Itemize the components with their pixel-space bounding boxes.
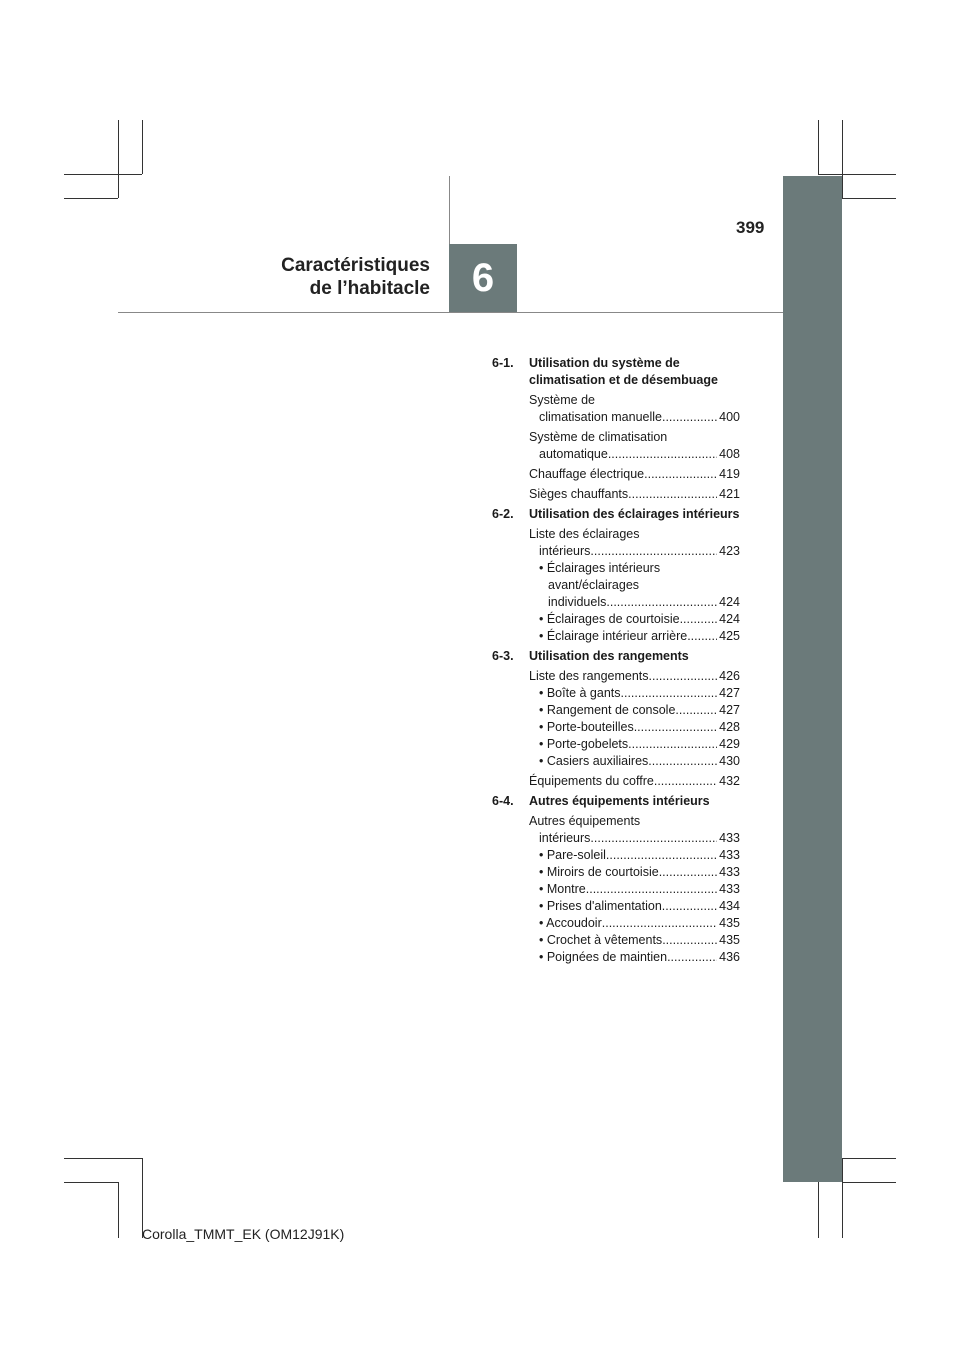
entry-text: avant/éclairages [548, 578, 640, 592]
section-number: 6-2. [492, 507, 514, 521]
entry-page: 426 [719, 669, 740, 683]
entry-page: 429 [719, 737, 740, 751]
toc-subentry[interactable] [529, 932, 740, 949]
chapter-title-line2: de l’habitacle [309, 278, 430, 299]
entry-page: 433 [719, 848, 740, 862]
leader-dots [667, 949, 717, 966]
crop-mark [142, 120, 143, 174]
section-title: Utilisation des éclairages intérieurs [529, 507, 740, 521]
crop-mark [818, 120, 819, 174]
page-number: 399 [736, 218, 765, 237]
crop-mark [64, 174, 142, 175]
entry-label: Liste des rangements [529, 669, 649, 683]
toc-subentry[interactable] [529, 736, 740, 753]
divider [449, 176, 450, 244]
table-of-contents [492, 355, 740, 969]
leader-dots [659, 864, 717, 881]
entry-label: • Porte-bouteilles [539, 720, 634, 734]
entry-page: 408 [719, 447, 740, 461]
entry-page: 435 [719, 933, 740, 947]
crop-mark [842, 1182, 896, 1183]
entry-page: 419 [719, 467, 740, 481]
toc-subentry[interactable] [529, 753, 740, 770]
toc-subentry[interactable] [529, 864, 740, 881]
leader-dots [662, 898, 717, 915]
entry-page: 427 [719, 686, 740, 700]
entry-label: • Porte-gobelets [539, 737, 629, 751]
leader-dots [590, 830, 717, 847]
entry-label: automatique [539, 447, 608, 461]
leader-dots [610, 594, 717, 611]
entry-label: • Boîte à gants [539, 686, 621, 700]
section-heading[interactable] [492, 793, 740, 810]
entry-label: • Éclairages de courtoisie [539, 612, 680, 626]
crop-mark [64, 1182, 118, 1183]
toc-entry[interactable] [492, 486, 740, 503]
toc-section [492, 506, 740, 645]
leader-dots [662, 409, 717, 426]
entry-page: 434 [719, 899, 740, 913]
leader-dots [649, 668, 718, 685]
crop-mark [118, 120, 119, 198]
toc-entry[interactable] [492, 773, 740, 790]
crop-mark [64, 1158, 142, 1159]
leader-dots [654, 773, 717, 790]
leader-dots [590, 543, 717, 560]
leader-dots [634, 719, 717, 736]
toc-subentry[interactable] [529, 685, 740, 702]
toc-entry[interactable] [492, 392, 740, 426]
crop-mark [842, 120, 843, 198]
footer-doc-code: Corolla_TMMT_EK (OM12J91K) [142, 1226, 345, 1242]
crop-mark [818, 174, 896, 175]
chapter-title-line1: Caractéristiques [281, 255, 430, 276]
entry-text: Système de [529, 393, 596, 407]
chapter-sidebar-tab [783, 176, 842, 1182]
toc-subentry[interactable] [529, 719, 740, 736]
toc-subentry[interactable] [529, 881, 740, 898]
entry-label: • Montre [539, 882, 586, 896]
section-number: 6-1. [492, 356, 514, 370]
crop-mark [818, 1182, 819, 1238]
chapter-title [281, 254, 430, 300]
entry-text: • Éclairages intérieurs [539, 561, 661, 575]
leader-dots [628, 736, 717, 753]
toc-subentry[interactable] [529, 898, 740, 915]
toc-section [492, 648, 740, 790]
entry-page: 435 [719, 916, 740, 930]
crop-mark [842, 198, 896, 199]
entry-label: • Crochet à vêtements [539, 933, 663, 947]
entry-label: Chauffage électrique [529, 467, 645, 481]
toc-section [492, 355, 740, 503]
entry-page: 400 [719, 410, 740, 424]
entry-page: 428 [719, 720, 740, 734]
toc-section [492, 793, 740, 966]
entry-page: 433 [719, 831, 740, 845]
entry-label: • Miroirs de courtoisie [539, 865, 659, 879]
entry-page: 433 [719, 865, 740, 879]
entry-page: 436 [719, 950, 740, 964]
leader-dots [675, 702, 717, 719]
leader-dots [648, 753, 717, 770]
section-heading[interactable] [492, 355, 740, 389]
section-title: Utilisation des rangements [529, 649, 689, 663]
leader-dots [602, 915, 717, 932]
entry-page: 427 [719, 703, 740, 717]
toc-entry[interactable] [492, 466, 740, 483]
entry-page: 424 [719, 612, 740, 626]
entry-page: 421 [719, 487, 740, 501]
entry-label: • Casiers auxiliaires [539, 754, 649, 768]
leader-dots [628, 486, 717, 503]
section-heading[interactable] [492, 648, 740, 665]
leader-dots [680, 611, 718, 628]
toc-subentry[interactable] [529, 915, 740, 932]
entry-text: Système de climatisation [529, 430, 668, 444]
toc-entry[interactable] [492, 813, 740, 966]
entry-label: intérieurs [539, 544, 591, 558]
entry-label: • Pare-soleil [539, 848, 606, 862]
toc-subentry[interactable] [529, 560, 740, 611]
entry-label: individuels. [548, 595, 610, 609]
toc-subentry[interactable] [529, 847, 740, 864]
divider [118, 312, 783, 313]
leader-dots [606, 847, 717, 864]
entry-label: climatisation manuelle [539, 410, 662, 424]
entry-label: • Accoudoir [539, 916, 602, 930]
toc-subentry[interactable] [529, 611, 740, 628]
section-title: Utilisation du système de climatisation et de désembuage [529, 356, 718, 387]
entry-label: • Poignées de maintien [539, 950, 668, 964]
toc-entry[interactable] [492, 526, 740, 645]
entry-page: 433 [719, 882, 740, 896]
entry-label: Équipements du coffre [529, 774, 654, 788]
entry-label: • Prises d'alimentation [539, 899, 662, 913]
crop-mark [118, 1182, 119, 1238]
entry-label: intérieurs [539, 831, 591, 845]
entry-text: Liste des éclairages [529, 527, 640, 541]
crop-mark [64, 198, 118, 199]
leader-dots [621, 685, 718, 702]
toc-subentry[interactable] [529, 628, 740, 645]
toc-entry[interactable] [492, 429, 740, 463]
toc-entry[interactable] [492, 668, 740, 770]
entry-label: Sièges chauffants [529, 487, 629, 501]
entry-label: • Rangement de console [539, 703, 676, 717]
section-number: 6-4. [492, 794, 514, 808]
section-title: Autres équipements intérieurs [529, 794, 710, 808]
entry-label: • Éclairage intérieur arrière [539, 629, 688, 643]
leader-dots [608, 446, 717, 463]
toc-subentry[interactable] [529, 702, 740, 719]
chapter-number-badge: 6 [449, 244, 517, 312]
section-number: 6-3. [492, 649, 514, 663]
entry-page: 423 [719, 544, 740, 558]
crop-mark [842, 1158, 843, 1238]
entry-page: 425 [719, 629, 740, 643]
leader-dots [662, 932, 717, 949]
entry-page: 424 [719, 595, 740, 609]
leader-dots [644, 466, 717, 483]
entry-page: 430 [719, 754, 740, 768]
toc-subentry[interactable] [529, 949, 740, 966]
entry-page: 432 [719, 774, 740, 788]
leader-dots [586, 881, 717, 898]
leader-dots [687, 628, 717, 645]
entry-text: Autres équipements [529, 814, 641, 828]
section-heading[interactable] [492, 506, 740, 523]
